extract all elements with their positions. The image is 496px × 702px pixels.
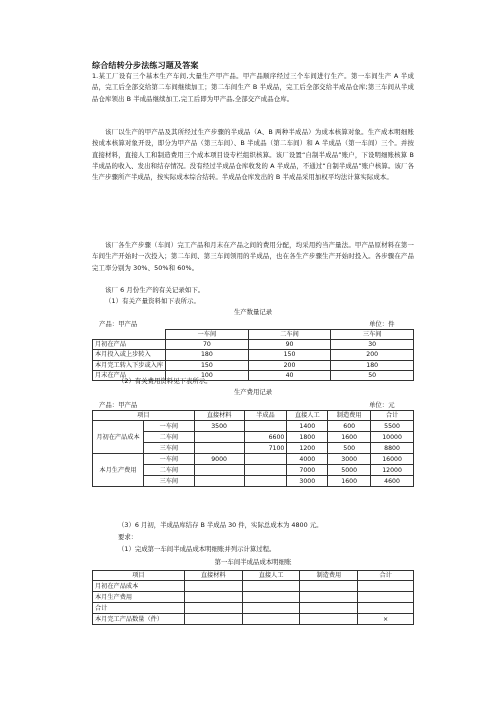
table-header-cell: 直接人工 bbox=[242, 571, 300, 581]
table-cell bbox=[194, 465, 244, 476]
table-cell bbox=[244, 476, 287, 487]
row-label: 月初在产品 bbox=[93, 340, 166, 350]
item-cost-data: （2）有关费用资料见下表所示。 bbox=[118, 377, 212, 385]
table-header-cell: 直接材料 bbox=[194, 411, 244, 421]
group-label-current-cost: 本月生产费用 bbox=[93, 454, 144, 487]
document-title: 综合结转分步法练习题及答案 bbox=[92, 61, 199, 70]
table-header-cell: 一车间 bbox=[166, 330, 249, 340]
table3-title: 第一车间半成品成本明细账 bbox=[214, 558, 292, 566]
table-row bbox=[93, 581, 414, 592]
table-cell: 6600 bbox=[244, 432, 287, 443]
empty-cell[interactable] bbox=[300, 581, 358, 592]
table-header-cell: 合计 bbox=[371, 411, 414, 421]
table-cell: 180 bbox=[331, 360, 414, 370]
row-label: 二车间 bbox=[143, 432, 194, 443]
table-cell: 200 bbox=[331, 350, 414, 360]
production-quantity-table bbox=[92, 329, 414, 381]
table-cell: 70 bbox=[166, 340, 249, 350]
empty-cell[interactable] bbox=[242, 592, 300, 603]
paragraph-records-intro: 该厂 6 月份生产的有关记录如下。 bbox=[105, 286, 205, 294]
table-cell: 40 bbox=[248, 370, 331, 380]
row-label: 本月完工转入下步或入库 bbox=[93, 360, 166, 370]
paragraph-intro: 1.某工厂设有三个基本生产车间,大量生产甲产品。甲产品顺序经过三个车间进行生产。第一车间生产 A 半成品，完工后全部交给第二车间继续加工；第二车间生产 B 半成品，完工后全部交给半成品仓库;第三车间从半成品仓库领出 B 半成品继续加工,完工后即为甲产品,全部交产成品仓库。 bbox=[92, 72, 414, 103]
table2-title: 生产费用记录 bbox=[233, 388, 273, 396]
table-cell bbox=[244, 454, 287, 465]
table-cell bbox=[194, 476, 244, 487]
table2-product: 产品：甲产品 bbox=[99, 401, 138, 409]
requirement-1: （1）完成第一车间半成品成本明细账并列示计算过程。 bbox=[118, 545, 276, 553]
empty-cell[interactable] bbox=[242, 614, 300, 625]
cross-mark: × bbox=[358, 614, 414, 625]
table-cell: 600 bbox=[328, 421, 371, 432]
table-header-cell: 项目 bbox=[93, 411, 195, 421]
table-header-cell: 制造费用 bbox=[328, 411, 371, 421]
table-cell: 90 bbox=[248, 340, 331, 350]
empty-cell[interactable] bbox=[242, 581, 300, 592]
table-header-row bbox=[93, 411, 414, 421]
table-cell: 12000 bbox=[371, 465, 414, 476]
row-label: 三车间 bbox=[143, 476, 194, 487]
table-cell: 5000 bbox=[328, 465, 371, 476]
table-cell bbox=[194, 432, 244, 443]
table-cell: 500 bbox=[328, 443, 371, 454]
table-cell bbox=[244, 421, 287, 432]
table-cell: 1800 bbox=[287, 432, 328, 443]
table-cell: 4000 bbox=[287, 454, 328, 465]
table-row bbox=[93, 360, 414, 370]
empty-cell[interactable] bbox=[358, 581, 414, 592]
table-cell: 30 bbox=[331, 340, 414, 350]
table2-unit: 单位：元 bbox=[369, 401, 395, 409]
item-output-data: （1）有关产量资料如下表所示。 bbox=[105, 297, 201, 305]
table-row bbox=[93, 421, 414, 432]
requirements-label: 要求： bbox=[118, 533, 138, 541]
table-cell: 4600 bbox=[371, 476, 414, 487]
row-label: 本月完工产品数量（件） bbox=[93, 614, 185, 625]
row-label: 月初在产品成本 bbox=[93, 581, 185, 592]
table-header-cell: 合计 bbox=[358, 571, 414, 581]
table-header-cell: 项目 bbox=[93, 571, 185, 581]
paragraph-accounting-objects: 该厂以生产的甲产品及其所经过生产步骤的半成品（A、B 两种半成品）为成本核算对象。生产成本明细账按成本核算对象开设，即分为甲产品（第三车间）、B 半成品（第二车间）和 A 半成品（第一车间）三个。并按直接材料，直接人工和制造费用三个成本项目设专栏组织核算。该厂设置“自制半成品”账户，下设明细账核算 B 半成品的收入、发出和结存情况。没有经过半成品仓库收发的 A 半成品，不通过“自制半成品”账户核算。该厂各生产步骤所产半成品，按实际成本综合结转。半成品仓库发出的 B 半成品采用加权平均法计算实际成本。 bbox=[92, 128, 414, 182]
item-semi-finished-stock: （3）6 月初，半成品库结存 B 半成品 30 件，实际总成本为 4800 元。 bbox=[118, 521, 323, 529]
row-label: 三车间 bbox=[143, 443, 194, 454]
group-label-beginning-wip: 月初在产品成本 bbox=[93, 421, 144, 454]
row-label: 月末在产品 bbox=[93, 370, 166, 380]
table-cell: 1600 bbox=[328, 432, 371, 443]
table-cell: 3500 bbox=[194, 421, 244, 432]
table-row bbox=[93, 340, 414, 350]
row-label: 二车间 bbox=[143, 465, 194, 476]
empty-cell[interactable] bbox=[184, 592, 242, 603]
table-cell: 8800 bbox=[371, 443, 414, 454]
empty-cell[interactable] bbox=[184, 581, 242, 592]
table-cell: 5500 bbox=[371, 421, 414, 432]
table-header-row bbox=[93, 571, 414, 581]
row-label: 本月生产费用 bbox=[93, 592, 185, 603]
table-cell: 150 bbox=[248, 350, 331, 360]
table-row bbox=[93, 350, 414, 360]
table-cell: 16000 bbox=[371, 454, 414, 465]
table-cell: 150 bbox=[166, 360, 249, 370]
table-cell: 100 bbox=[166, 370, 249, 380]
table-header-cell: 直接材料 bbox=[184, 571, 242, 581]
row-label: 一车间 bbox=[143, 454, 194, 465]
table-row bbox=[93, 592, 414, 603]
table-cell: 10000 bbox=[371, 432, 414, 443]
table-cell: 7100 bbox=[244, 443, 287, 454]
empty-cell[interactable] bbox=[184, 614, 242, 625]
table-cell: 9000 bbox=[194, 454, 244, 465]
table-header-cell: 直接人工 bbox=[287, 411, 328, 421]
table1-unit: 单位：件 bbox=[369, 320, 395, 328]
table-cell: 180 bbox=[166, 350, 249, 360]
production-cost-table bbox=[92, 410, 414, 487]
table1-title: 生产数量记录 bbox=[233, 308, 273, 316]
table-cell: 3000 bbox=[328, 454, 371, 465]
table-cell: 1600 bbox=[328, 476, 371, 487]
table1-product: 产品：甲产品 bbox=[99, 320, 138, 328]
empty-cell[interactable] bbox=[184, 603, 242, 614]
paragraph-allocation-method: 该厂各生产步骤（车间）完工产品和月末在产品之间的费用分配，均采用约当产量法。甲产品原材料在第一车间生产开始时一次投入；第二车间、第三车间领用的半成品，也在各生产步骤生产开始时投入。各步骤在产品完工率分别为 30%、50%和 60%。 bbox=[92, 241, 414, 272]
workshop1-cost-ledger-table bbox=[92, 570, 414, 625]
row-label: 本月投入或上步转入 bbox=[93, 350, 166, 360]
empty-cell[interactable] bbox=[242, 603, 300, 614]
table-cell bbox=[194, 443, 244, 454]
table-header-cell: 二车间 bbox=[248, 330, 331, 340]
table-cell: 1200 bbox=[287, 443, 328, 454]
table-header-cell bbox=[93, 330, 166, 340]
table-header-cell: 制造费用 bbox=[300, 571, 358, 581]
table-cell: 50 bbox=[331, 370, 414, 380]
table-cell bbox=[244, 465, 287, 476]
table-header-cell: 三车间 bbox=[331, 330, 414, 340]
table-header-row bbox=[93, 330, 414, 340]
empty-cell[interactable] bbox=[300, 592, 358, 603]
table-row bbox=[93, 603, 414, 614]
table-cell: 7000 bbox=[287, 465, 328, 476]
row-label: 一车间 bbox=[143, 421, 194, 432]
empty-cell[interactable] bbox=[300, 603, 358, 614]
table-cell: 3000 bbox=[287, 476, 328, 487]
empty-cell[interactable] bbox=[358, 603, 414, 614]
empty-cell[interactable] bbox=[358, 592, 414, 603]
table-row bbox=[93, 614, 414, 625]
table-header-cell: 半成品 bbox=[244, 411, 287, 421]
table-cell: 200 bbox=[248, 360, 331, 370]
table-cell: 1400 bbox=[287, 421, 328, 432]
empty-cell[interactable] bbox=[300, 614, 358, 625]
table-row bbox=[93, 454, 414, 465]
row-label: 合计 bbox=[93, 603, 185, 614]
